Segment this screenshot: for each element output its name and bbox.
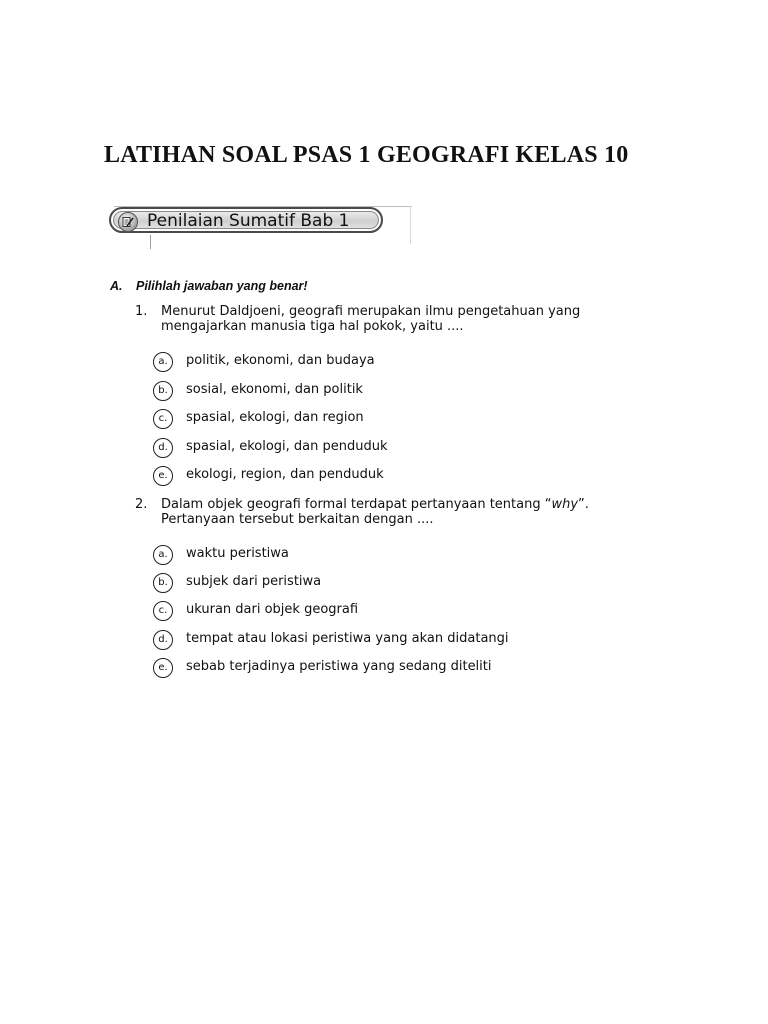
question-number: 1. bbox=[135, 304, 148, 319]
option-text: spasial, ekologi, dan region bbox=[186, 410, 364, 425]
option-letter: e. bbox=[153, 658, 173, 678]
option-letter: a. bbox=[153, 352, 173, 372]
option-2b[interactable] bbox=[153, 573, 673, 595]
option-letter: b. bbox=[153, 381, 173, 401]
option-1d[interactable] bbox=[153, 438, 673, 460]
question-number: 2. bbox=[135, 497, 148, 512]
option-letter: a. bbox=[153, 545, 173, 565]
option-letter: c. bbox=[153, 409, 173, 429]
option-text: waktu peristiwa bbox=[186, 546, 289, 561]
banner-divider bbox=[150, 235, 151, 249]
option-letter: c. bbox=[153, 601, 173, 621]
question-line-part: Dalam objek geografi formal terdapat pertanyaan tentang “ bbox=[161, 497, 552, 512]
option-2c[interactable] bbox=[153, 601, 673, 623]
option-1e[interactable] bbox=[153, 466, 673, 488]
question-line: Pertanyaan tersebut berkaitan dengan .... bbox=[161, 512, 434, 527]
banner-divider bbox=[410, 206, 411, 244]
option-text: spasial, ekologi, dan penduduk bbox=[186, 439, 388, 454]
section-banner bbox=[108, 205, 414, 251]
option-text: sosial, ekonomi, dan politik bbox=[186, 382, 363, 397]
question-emphasis: why bbox=[551, 497, 579, 512]
option-text: sebab terjadinya peristiwa yang sedang diteliti bbox=[186, 659, 492, 674]
section-letter: A. bbox=[110, 279, 123, 293]
option-1c[interactable] bbox=[153, 409, 673, 431]
banner-label: Penilaian Sumatif Bab 1 bbox=[147, 211, 350, 231]
question-text bbox=[161, 304, 631, 334]
option-text: ukuran dari objek geografi bbox=[186, 602, 359, 617]
question-line: mengajarkan manusia tiga hal pokok, yaitu .... bbox=[161, 319, 464, 334]
banner-pill bbox=[109, 207, 383, 233]
option-2e[interactable] bbox=[153, 658, 673, 680]
option-1a[interactable] bbox=[153, 352, 673, 374]
option-1b[interactable] bbox=[153, 381, 673, 403]
option-letter: d. bbox=[153, 438, 173, 458]
option-letter: d. bbox=[153, 630, 173, 650]
option-text: subjek dari peristiwa bbox=[186, 574, 322, 589]
section-heading bbox=[110, 279, 308, 293]
option-text: tempat atau lokasi peristiwa yang akan didatangi bbox=[186, 631, 509, 646]
section-instruction: Pilihlah jawaban yang benar! bbox=[136, 279, 308, 293]
option-2d[interactable] bbox=[153, 630, 673, 652]
pencil-note-icon bbox=[118, 212, 138, 232]
option-letter: b. bbox=[153, 573, 173, 593]
page-title: LATIHAN SOAL PSAS 1 GEOGRAFI KELAS 10 bbox=[104, 142, 629, 168]
option-2a[interactable] bbox=[153, 545, 673, 567]
option-text: politik, ekonomi, dan budaya bbox=[186, 353, 375, 368]
option-text: ekologi, region, dan penduduk bbox=[186, 467, 384, 482]
question-text bbox=[161, 497, 631, 527]
option-letter: e. bbox=[153, 466, 173, 486]
question-line-part: ”. bbox=[578, 497, 589, 512]
question-line: Menurut Daldjoeni, geografi merupakan ilmu pengetahuan yang bbox=[161, 304, 581, 319]
question-line bbox=[161, 497, 631, 512]
